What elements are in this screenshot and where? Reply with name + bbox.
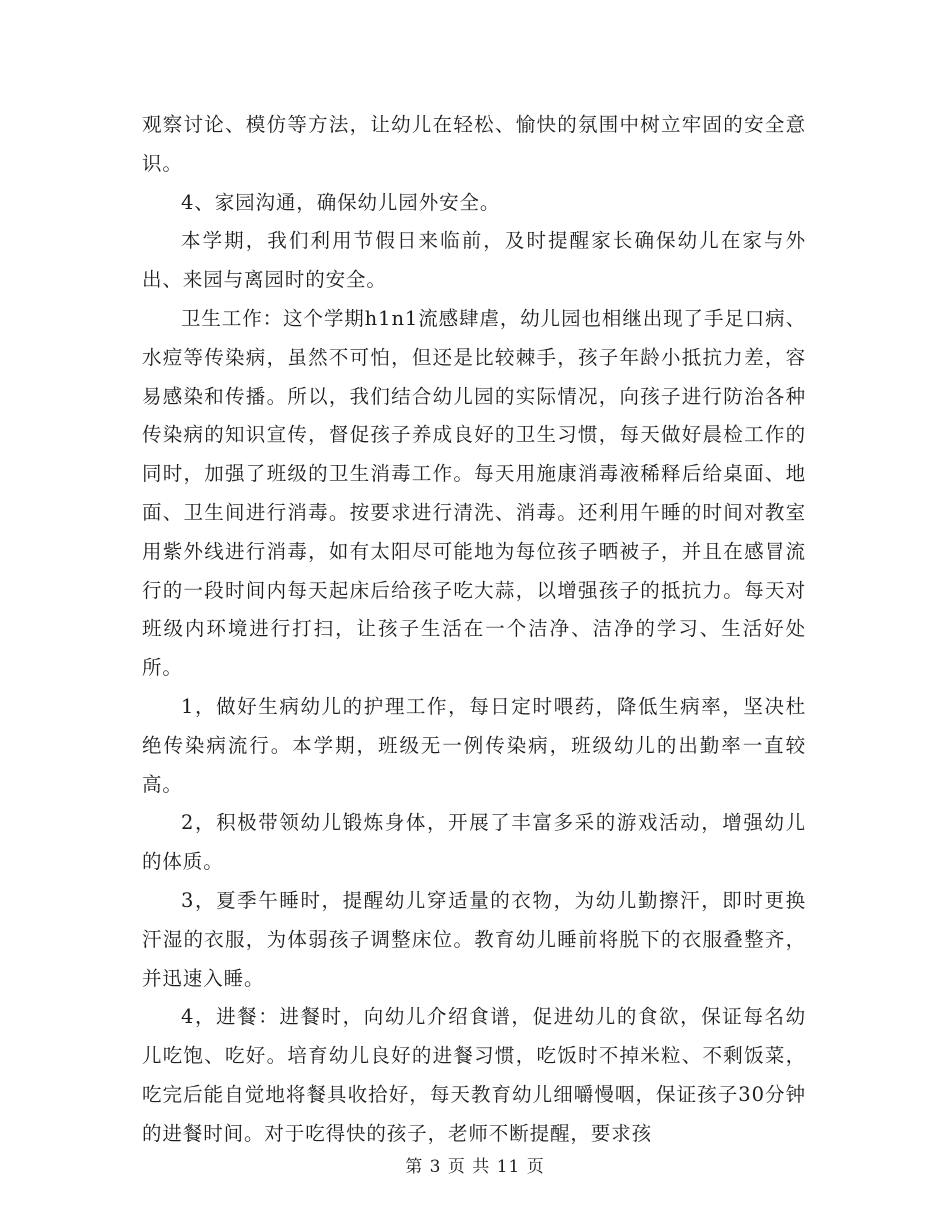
paragraph-continuation: 观察讨论、模仿等方法，让幼儿在轻松、愉快的氛围中树立牢固的安全意识。 bbox=[142, 113, 806, 175]
document-body bbox=[142, 106, 806, 1154]
paragraph-hygiene-work: 卫生工作：这个学期h1n1流感肆虐，幼儿园也相继出现了手足口病、水痘等传染病，虽然不可怕，但还是比较棘手，孩子年龄小抵抗力差，容易感染和传播。所以，我们结合幼儿园的实际情况，向孩子进行防治各种传染病的知识宣传，督促孩子养成良好的卫生习惯，每天做好晨检工作的同时，加强了班级的卫生消毒工作。每天用施康消毒液稀释后给桌面、地面、卫生间进行消毒。按要求进行清洗、消毒。还利用午睡的时间对教室用紫外线进行消毒，如有太阳尽可能地为每位孩子晒被子，并且在感冒流行的一段时间内每天起床后给孩子吃大蒜，以增强孩子的抵抗力。每天对班级内环境进行打扫，让孩子生活在一个洁净、洁净的学习、生活好处所。 bbox=[142, 306, 806, 680]
paragraph-item-4: 4，进餐：进餐时，向幼儿介绍食谱，促进幼儿的食欲，保证每名幼儿吃饱、吃好。培育幼儿良好的进餐习惯，吃饭时不掉米粒、不剩饭菜，吃完后能自觉地将餐具收拾好，每天教育幼儿细嚼慢咽，保证孩子30分钟的进餐时间。对于吃得快的孩子，老师不断提醒，要求孩 bbox=[142, 1005, 806, 1145]
paragraph-item-2: 2，积极带领幼儿锻炼身体，开展了丰富多采的游戏活动，增强幼儿的体质。 bbox=[142, 811, 806, 874]
paragraph-home-school-heading: 4、家园沟通，确保幼儿园外安全。 bbox=[181, 190, 501, 214]
page-number-footer: 第 3 页 共 11 页 bbox=[405, 1157, 545, 1177]
paragraph-item-1: 1，做好生病幼儿的护理工作，每日定时喂药，降低生病率，坚决杜绝传染病流行。本学期，班级无一例传染病，班级幼儿的出勤率一直较高。 bbox=[142, 694, 806, 796]
paragraph-item-3: 3，夏季午睡时，提醒幼儿穿适量的衣物，为幼儿勤擦汗，即时更换汗湿的衣服，为体弱孩子调整床位。教育幼儿睡前将脱下的衣服叠整齐，并迅速入睡。 bbox=[142, 888, 806, 990]
paragraph-home-school: 本学期，我们利用节假日来临前，及时提醒家长确保幼儿在家与外出、来园与离园时的安全。 bbox=[142, 229, 806, 292]
